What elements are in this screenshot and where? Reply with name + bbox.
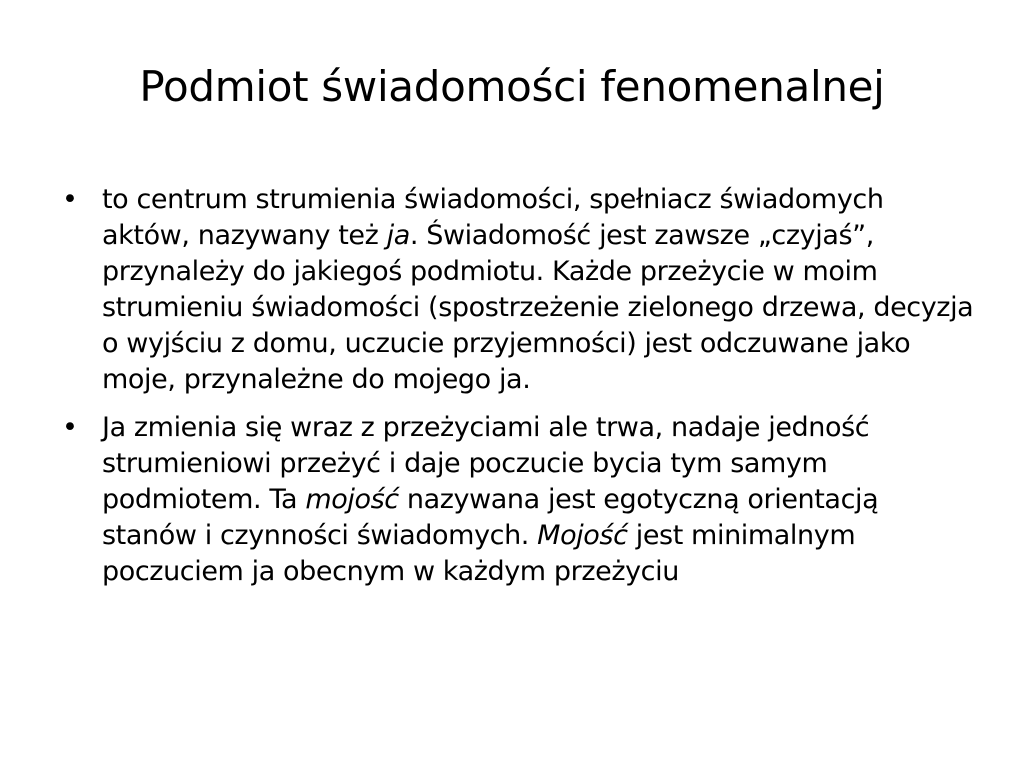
bullet-icon: • <box>62 184 78 215</box>
bullet-text-part: to centrum strumienia świadomości, spełniacz świadomych aktów, nazywany też <box>102 184 884 251</box>
bullet-text-italic: ja <box>386 220 410 251</box>
bullet-text-part: nazywana jest egotyczną orientacją stanów i czynności świadomych. <box>102 484 879 551</box>
bullet-text-part: . Świadomość jest zawsze „czyjaś”, przynależy do jakiegoś podmiotu. Każde przeżycie w moim strumieniu świadomości (spostrzeżenie zielonego drzewa, decyzja o wyjściu z domu, uczucie przyjemności) jest odczuwane jako moje, przynależne do mojego ja. <box>102 220 974 395</box>
bullet-icon: • <box>62 412 78 443</box>
bullet-text-part: jest minimalnym poczuciem ja obecnym w każdym przeżyciu <box>102 520 856 587</box>
bullet-text-part: Ja zmienia się wraz z przeżyciami ale trwa, nadaje jedność strumieniowi przeżyć i daje poczucie bycia tym samym podmiotem. Ta <box>102 412 870 515</box>
slide-title: Podmiot świadomości fenomenalnej <box>139 62 885 111</box>
bullet-text <box>102 412 878 587</box>
bullet-item-2 <box>62 410 974 590</box>
bullet-text-italic: Mojość <box>537 520 628 551</box>
bullet-text <box>102 184 973 395</box>
bullet-list <box>62 182 974 602</box>
bullet-item-1 <box>62 182 974 398</box>
bullet-text-italic: mojość <box>305 484 399 515</box>
